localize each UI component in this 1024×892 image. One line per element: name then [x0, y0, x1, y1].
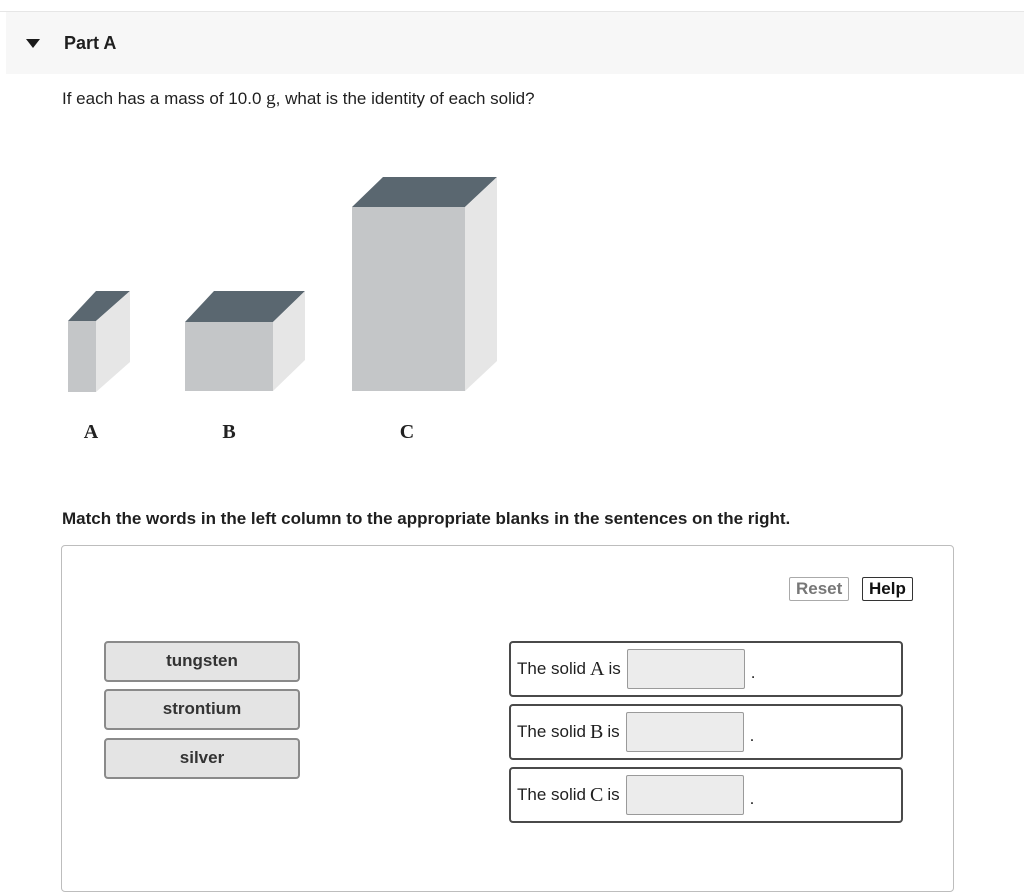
sentence-letter: C [589, 783, 604, 806]
word-tile-tungsten[interactable]: tungsten [104, 641, 300, 682]
sentence-prefix: The solid [517, 659, 586, 678]
label-a: A [83, 421, 99, 443]
sentence-verb: is [608, 659, 621, 678]
solid-c-side [465, 177, 497, 391]
solids-figure [60, 170, 520, 460]
word-tile-strontium[interactable]: strontium [104, 689, 300, 730]
question-text [62, 88, 535, 110]
reset-button[interactable]: Reset [789, 577, 849, 601]
sentence-period: . [749, 726, 755, 745]
help-button[interactable]: Help [862, 577, 913, 601]
sentence-c [509, 767, 903, 823]
question-unit: g [266, 88, 276, 109]
label-c: C [399, 421, 415, 443]
collapse-caret-icon[interactable] [26, 39, 40, 48]
sentence-period: . [750, 663, 756, 682]
drop-blank-b[interactable] [626, 712, 744, 752]
sentence-verb: is [607, 785, 620, 804]
solid-b-front [185, 322, 273, 391]
sentence-letter: A [589, 657, 605, 680]
label-b: B [222, 421, 236, 443]
sentence-b [509, 704, 903, 760]
sentence-prefix: The solid [517, 785, 586, 804]
sentence-letter: B [589, 720, 604, 743]
solid-b [185, 291, 305, 391]
instruction-text: Match the words in the left column to the appropriate blanks in the sentences on the right. [62, 509, 791, 528]
part-a-header[interactable] [6, 12, 1024, 74]
sentence-verb: is [607, 722, 620, 741]
solid-c [352, 177, 497, 391]
drop-blank-c[interactable] [626, 775, 744, 815]
solid-c-front [352, 207, 465, 391]
drop-blank-a[interactable] [627, 649, 745, 689]
solid-a-front [68, 321, 96, 392]
sentence-prefix: The solid [517, 722, 586, 741]
question-prefix: If each has a mass of 10.0 [62, 89, 262, 108]
sentence-a [509, 641, 903, 697]
question-suffix: , what is the identity of each solid? [275, 89, 535, 108]
solid-a [68, 291, 130, 392]
sentence-period: . [749, 789, 755, 808]
word-tile-silver[interactable]: silver [104, 738, 300, 779]
part-title: Part A [64, 32, 117, 53]
matching-workspace [61, 545, 954, 892]
